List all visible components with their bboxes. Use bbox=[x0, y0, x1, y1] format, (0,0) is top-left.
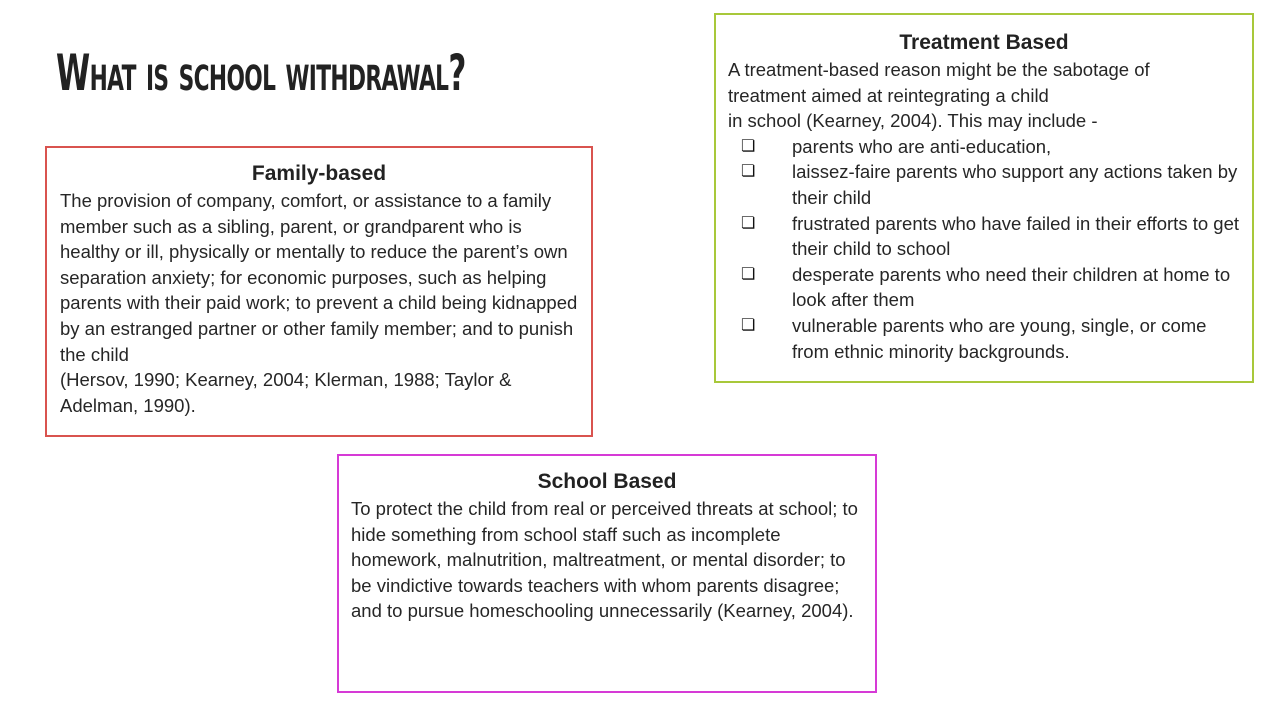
list-item: ❏ frustrated parents who have failed in their efforts to get their child to school bbox=[741, 212, 1239, 260]
family-based-box bbox=[45, 146, 593, 437]
treatment-intro-cont: in school (Kearney, 2004). This may include - bbox=[728, 110, 1098, 132]
treatment-intro: A treatment-based reason might be the sabotage of treatment aimed at reintegrating a child bbox=[728, 59, 1150, 106]
family-based-body: The provision of company, comfort, or assistance to a family member such as a sibling, parent, or grandparent who is healthy or ill, physically or mentally to reduce the parent’s own separation anxiety; for economic purposes, such as helping parents with their paid work; to prevent a child being kidnapped by an estranged partner or other family member; and to punish the child bbox=[60, 190, 578, 365]
treatment-based-box bbox=[714, 13, 1254, 383]
school-based-box bbox=[337, 454, 877, 693]
slide-title: What is school withdrawal? bbox=[56, 44, 466, 102]
checkbox-bullet-icon: ❏ bbox=[741, 163, 756, 181]
list-item: ❏ parents who are anti-education, bbox=[728, 134, 1240, 160]
list-item: ❏ laissez-faire parents who support any actions taken by their child bbox=[741, 161, 1238, 208]
checkbox-bullet-icon: ❏ bbox=[741, 316, 756, 334]
treatment-based-heading: Treatment Based bbox=[899, 31, 1069, 54]
family-based-heading: Family-based bbox=[251, 162, 387, 185]
checkbox-bullet-icon: ❏ bbox=[741, 214, 756, 232]
family-based-citation: (Hersov, 1990; Kearney, 2004; Klerman, 1988; Taylor & Adelman, 1990). bbox=[60, 369, 512, 416]
school-based-heading: School Based bbox=[537, 470, 677, 493]
list-item: ❏ vulnerable parents who are young, single, or come from ethnic minority backgrounds. bbox=[741, 314, 1207, 362]
list-item: ❏ desperate parents who need their children at home to look after them bbox=[741, 263, 1231, 311]
checkbox-bullet-icon: ❏ bbox=[741, 137, 756, 155]
school-based-body: To protect the child from real or perceived threats at school; to hide something from school staff such as incomplete homework, malnutrition, maltreatment, or mental disorder; to be vindictive towards teachers with whom parents disagree; and to pursue homeschooling unnecessarily (Kearney, 2004). bbox=[351, 498, 858, 622]
checkbox-bullet-icon: ❏ bbox=[741, 265, 756, 283]
treatment-reasons-list bbox=[728, 134, 1240, 364]
